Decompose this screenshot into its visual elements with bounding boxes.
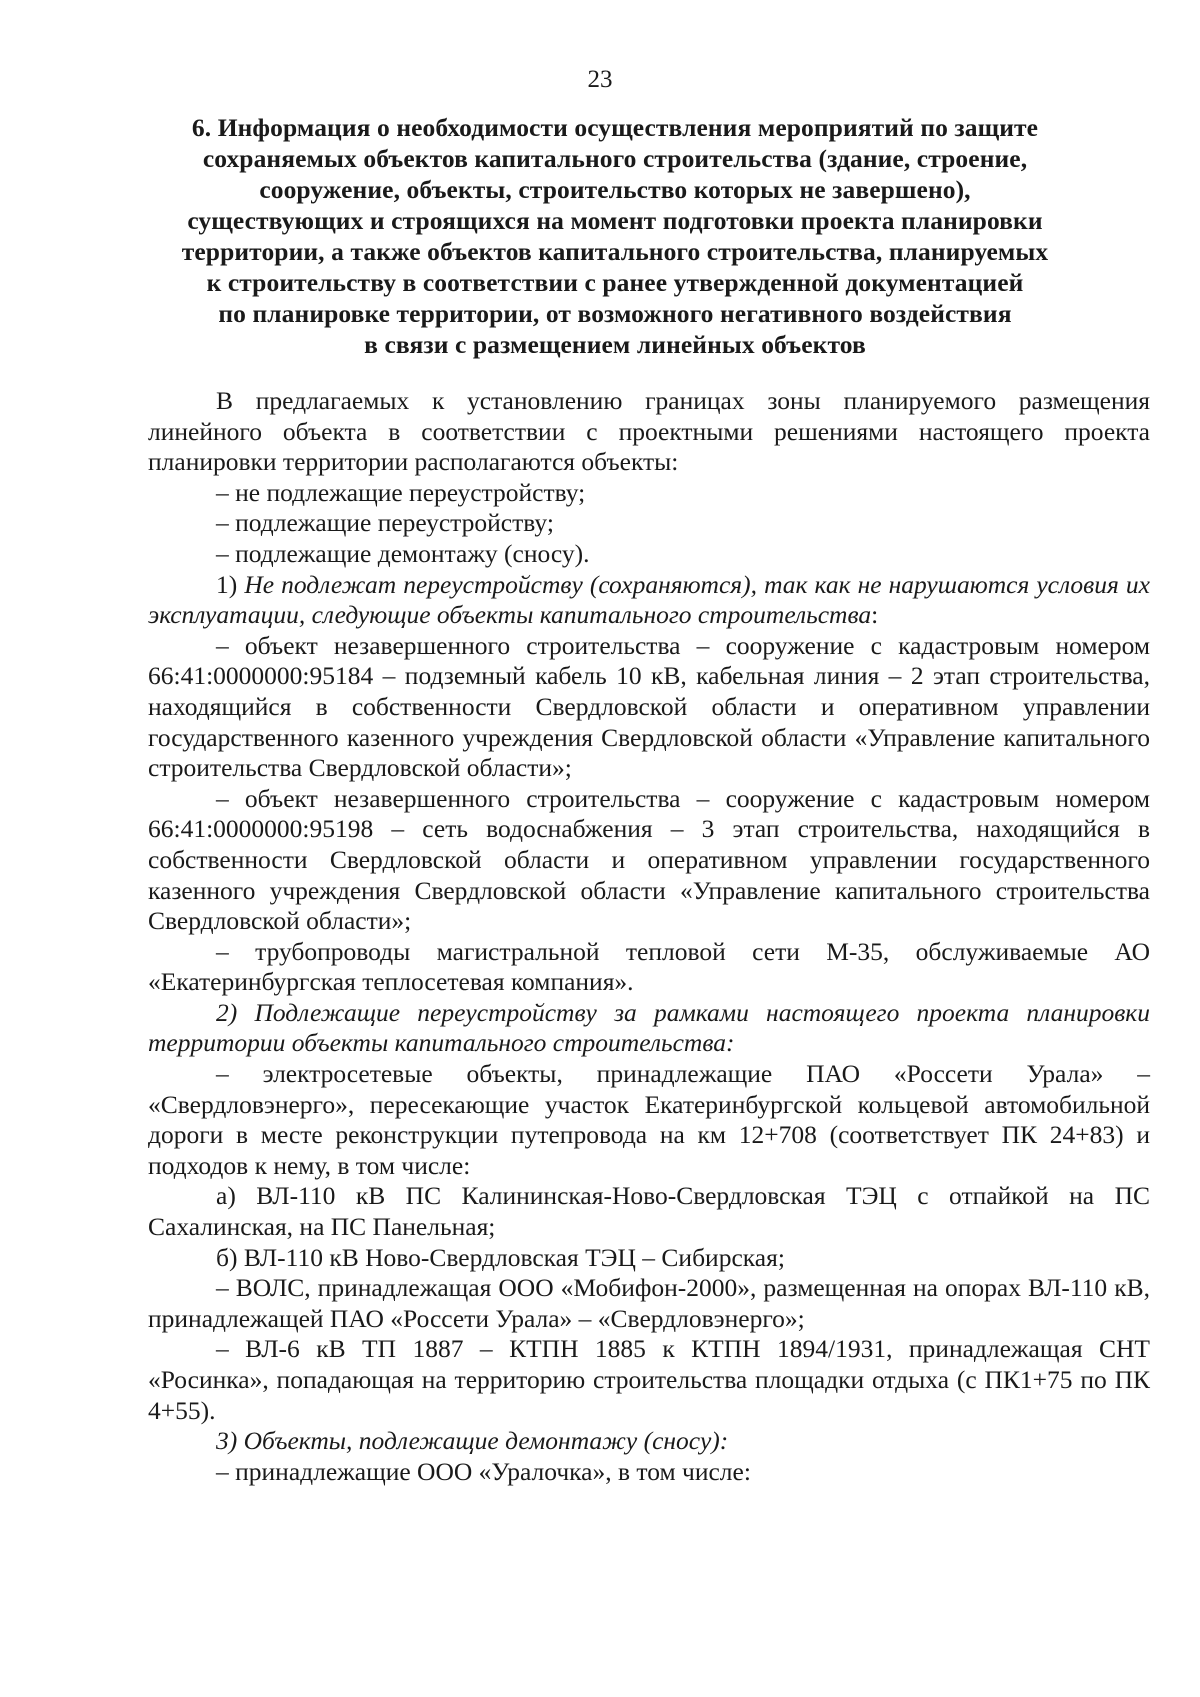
- intro-list-item: – подлежащие переустройству;: [216, 508, 554, 538]
- intro-list-item: – не подлежащие переустройству;: [216, 477, 586, 507]
- page-number: 23: [587, 66, 613, 93]
- heading-line: в связи с размещением линейных объектов: [364, 330, 866, 359]
- section-1-item: – объект незавершенного строительства – сооружение с кадастровым номером 66:41:0000000:95184 – подземный кабель 10 кВ, кабельная линия – 2 этап строительства, находящийся в собственности Свердловской области и оперативном управлении государственного казенного учреждения Свердловской области «Управление капитального строительства Свердловской области»;: [148, 630, 1150, 783]
- section-1-colon: :: [871, 600, 879, 630]
- section-1-item: – трубопроводы магистральной тепловой сети М-35, обслуживаемые АО «Екатеринбургская теплосетевая компания».: [148, 936, 1150, 997]
- section-2-item: – ВОЛС, принадлежащая ООО «Мобифон-2000», размещенная на опорах ВЛ-110 кВ, принадлежащей ПАО «Россети Урала» – «Свердловэнерго»;: [148, 1273, 1150, 1333]
- heading-line: сохраняемых объектов капитального строительства (здание, строение,: [202, 144, 1028, 173]
- section-3-item: – принадлежащие ООО «Уралочка», в том числе:: [216, 1456, 751, 1486]
- intro-paragraph: В предлагаемых к установлению границах зоны планируемого размещения линейного объекта в соответствии с проектными решениями настоящего проекта планировки территории располагаются объекты:: [148, 386, 1150, 477]
- section-2-item: – ВЛ-6 кВ ТП 1887 – КТПН 1885 к КТПН 1894/1931, принадлежащая СНТ «Росинка», попадающая на территорию строительства площадки отдыха (с ПК1+75 по ПК 4+55).: [148, 1334, 1150, 1425]
- section-1-number: 1): [216, 569, 238, 599]
- section-2-item: б) ВЛ-110 кВ Ново-Свердловская ТЭЦ – Сибирская;: [216, 1242, 785, 1272]
- section-2-item: а) ВЛ-110 кВ ПС Калининская-Ново-Свердловская ТЭЦ с отпайкой на ПС Сахалинская, на ПС Панельная;: [148, 1181, 1150, 1242]
- document-body: [148, 386, 1150, 1487]
- intro-list-item: – подлежащие демонтажу (сносу).: [216, 538, 590, 568]
- section-1-title-text: Не подлежат переустройству (сохраняются), так как не нарушаются условия их эксплуатации, следующие объекты капитального строительства: [148, 569, 1150, 630]
- heading-line: к строительству в соответствии с ранее утвержденной документацией: [206, 268, 1024, 297]
- heading-line: территории, а также объектов капитального строительства, планируемых: [181, 237, 1049, 266]
- heading-line: существующих и строящихся на момент подготовки проекта планировки: [187, 206, 1043, 235]
- section-1-item: – объект незавершенного строительства – сооружение с кадастровым номером 66:41:0000000:95198 – сеть водоснабжения – 3 этап строительства, находящийся в собственности Свердловской области и оперативном управлении государственного казенного учреждения Свердловской области «Управление капитального строительства Свердловской области»;: [148, 783, 1150, 936]
- section-heading: [150, 112, 1080, 360]
- section-1-title: [148, 570, 1150, 631]
- section-2-item: – электросетевые объекты, принадлежащие ПАО «Россети Урала» – «Свердловэнерго», пересекающие участок Екатеринбургской кольцевой автомобильной дороги в месте реконструкции путепровода на км 12+708 (соответствует ПК 24+83) и подходов к нему, в том числе:: [148, 1059, 1150, 1180]
- heading-line: по планировке территории, от возможного негативного воздействия: [218, 299, 1012, 328]
- section-2-title: 2) Подлежащие переустройству за рамками настоящего проекта планировки территории объекты капитального строительства:: [148, 997, 1150, 1058]
- heading-line: сооружение, объекты, строительство которых не завершено),: [259, 175, 971, 204]
- heading-line: 6. Информация о необходимости осуществления мероприятий по защите: [191, 113, 1039, 142]
- section-3-title: 3) Объекты, подлежащие демонтажу (сносу):: [216, 1426, 729, 1456]
